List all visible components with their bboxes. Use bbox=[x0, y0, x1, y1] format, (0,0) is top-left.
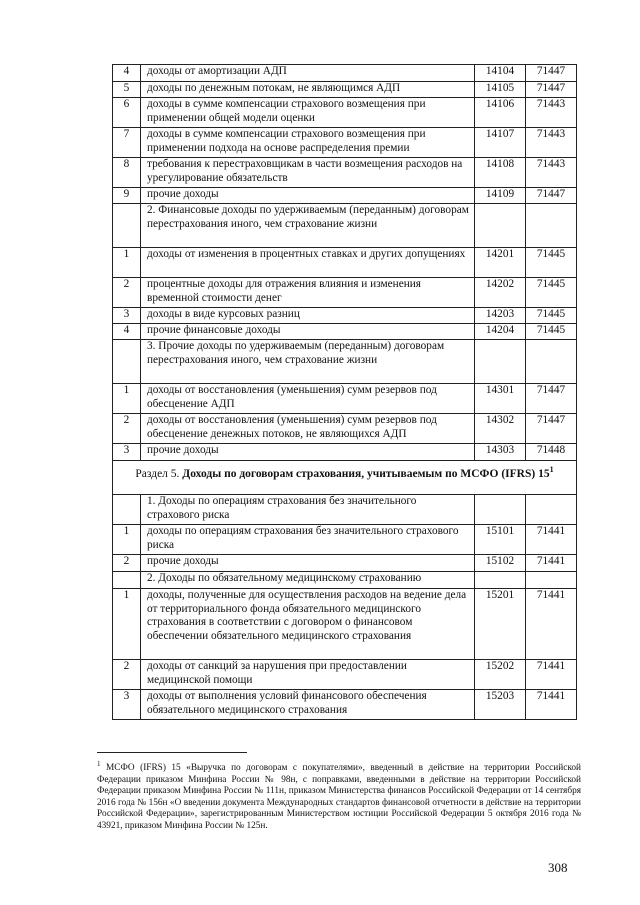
table-row bbox=[113, 98, 577, 128]
footnote-text: МСФО (IFRS) 15 «Выручка по договорам с покупателями», введенный в действие на территории Российской Федерации приказом Минфина России № 98н, с поправками, введенными в действие на территории Российской Федерации приказом Минфина России № 111н, приказом Министерства финансов Российской Федерации от 14 сентября 2016 года № 156н «О введении документа Международных стандартов финансовой отчетности в действие на территории Российской Федерации», зарегистрированным Министерством юстиции Российской Федерации 5 октября 2016 года № 43921, приказом Минфина России № 125н. bbox=[97, 763, 582, 832]
row-account-cell: 71441 bbox=[526, 525, 577, 555]
row-account-cell: 71448 bbox=[526, 444, 577, 461]
row-description-cell: 2. Финансовые доходы по удерживаемым (переданным) договорам перестрахования иного, чем страхование жизни bbox=[141, 204, 475, 248]
row-number-cell: 3 bbox=[113, 444, 141, 461]
row-code-cell: 15102 bbox=[475, 555, 526, 572]
row-account-cell bbox=[526, 340, 577, 384]
table-row bbox=[113, 188, 577, 204]
row-account-cell: 71441 bbox=[526, 555, 577, 572]
row-account-cell: 71443 bbox=[526, 98, 577, 128]
row-description-cell: требования к перестраховщикам в части возмещения расходов на урегулирование обязательств bbox=[141, 158, 475, 188]
row-account-cell: 71445 bbox=[526, 248, 577, 278]
row-account-cell: 71447 bbox=[526, 65, 577, 82]
row-number-cell: 3 bbox=[113, 308, 141, 324]
row-account-cell bbox=[526, 204, 577, 248]
table-row bbox=[113, 660, 577, 690]
row-code-cell: 14104 bbox=[475, 65, 526, 82]
subsection-row bbox=[113, 495, 577, 525]
table-row bbox=[113, 324, 577, 340]
row-account-cell: 71445 bbox=[526, 278, 577, 308]
row-description-cell: доходы от восстановления (уменьшения) сумм резервов под обесценение АДП bbox=[141, 384, 475, 414]
table-row bbox=[113, 384, 577, 414]
row-description-cell: доходы по денежным потокам, не являющимся АДП bbox=[141, 82, 475, 98]
row-number-cell: 9 bbox=[113, 188, 141, 204]
row-number-cell: 1 bbox=[113, 589, 141, 660]
row-number-cell: 5 bbox=[113, 82, 141, 98]
row-code-cell: 14302 bbox=[475, 414, 526, 444]
row-description-cell: 3. Прочие доходы по удерживаемым (переданным) договорам перестрахования иного, чем страхование жизни bbox=[141, 340, 475, 384]
row-code-cell bbox=[475, 495, 526, 525]
row-account-cell: 71445 bbox=[526, 324, 577, 340]
table-row bbox=[113, 690, 577, 720]
row-description-cell: прочие доходы bbox=[141, 188, 475, 204]
row-description-cell: доходы по операциям страхования без значительного страхового риска bbox=[141, 525, 475, 555]
row-description-cell: доходы в сумме компенсации страхового возмещения при применении подхода на основе распределения премии bbox=[141, 128, 475, 158]
row-account-cell: 71447 bbox=[526, 82, 577, 98]
table-row bbox=[113, 525, 577, 555]
row-description-cell: прочие финансовые доходы bbox=[141, 324, 475, 340]
row-code-cell bbox=[475, 340, 526, 384]
row-account-cell: 71445 bbox=[526, 308, 577, 324]
row-description-cell: 2. Доходы по обязательному медицинскому страхованию bbox=[141, 572, 475, 589]
footnote-mark: 1 bbox=[97, 760, 101, 768]
row-number-cell: 1 bbox=[113, 248, 141, 278]
row-number-cell: 2 bbox=[113, 555, 141, 572]
row-description-cell: процентные доходы для отражения влияния и изменения временной стоимости денег bbox=[141, 278, 475, 308]
row-code-cell: 14105 bbox=[475, 82, 526, 98]
row-account-cell: 71443 bbox=[526, 128, 577, 158]
accounts-table bbox=[112, 64, 577, 720]
row-number-cell: 2 bbox=[113, 278, 141, 308]
row-code-cell: 14201 bbox=[475, 248, 526, 278]
row-number-cell: 2 bbox=[113, 414, 141, 444]
row-description-cell: 1. Доходы по операциям страхования без значительного страхового риска bbox=[141, 495, 475, 525]
row-description-cell: доходы в виде курсовых разниц bbox=[141, 308, 475, 324]
row-code-cell: 14203 bbox=[475, 308, 526, 324]
row-code-cell: 14106 bbox=[475, 98, 526, 128]
row-code-cell: 14107 bbox=[475, 128, 526, 158]
table-row bbox=[113, 414, 577, 444]
row-code-cell: 15203 bbox=[475, 690, 526, 720]
row-account-cell: 71447 bbox=[526, 188, 577, 204]
row-number-cell: 4 bbox=[113, 65, 141, 82]
table-row bbox=[113, 589, 577, 660]
footnote bbox=[97, 759, 581, 833]
row-code-cell: 14108 bbox=[475, 158, 526, 188]
row-account-cell: 71441 bbox=[526, 589, 577, 660]
row-account-cell: 71447 bbox=[526, 384, 577, 414]
row-description-cell: доходы от восстановления (уменьшения) сумм резервов под обесценение денежных потоков, не являющихся АДП bbox=[141, 414, 475, 444]
row-code-cell: 15201 bbox=[475, 589, 526, 660]
row-code-cell: 15202 bbox=[475, 660, 526, 690]
row-code-cell: 14204 bbox=[475, 324, 526, 340]
row-description-cell: доходы от амортизации АДП bbox=[141, 65, 475, 82]
row-code-cell bbox=[475, 204, 526, 248]
subsection-row bbox=[113, 340, 577, 384]
row-number-cell: 1 bbox=[113, 384, 141, 414]
section-title-cell bbox=[113, 461, 577, 495]
row-description-cell: доходы, полученные для осуществления расходов на ведение дела от территориального фонда обязательного медицинского страхования в соответствии с договором о финансовом обеспечении обязательного медицинского страхования bbox=[141, 589, 475, 660]
page-number: 308 bbox=[548, 860, 568, 875]
row-account-cell bbox=[526, 495, 577, 525]
table-row bbox=[113, 278, 577, 308]
section-title: Доходы по договорам страхования, учитываемым по МСФО (IFRS) 15 bbox=[182, 467, 550, 480]
table-row bbox=[113, 555, 577, 572]
section-header-row bbox=[113, 461, 577, 495]
row-code-cell: 14109 bbox=[475, 188, 526, 204]
row-description-cell: доходы от санкций за нарушения при предоставлении медицинской помощи bbox=[141, 660, 475, 690]
row-number-cell: 2 bbox=[113, 660, 141, 690]
row-code-cell bbox=[475, 572, 526, 589]
row-account-cell: 71443 bbox=[526, 158, 577, 188]
row-account-cell: 71441 bbox=[526, 660, 577, 690]
row-number-cell: 3 bbox=[113, 690, 141, 720]
row-code-cell: 14301 bbox=[475, 384, 526, 414]
row-code-cell: 14202 bbox=[475, 278, 526, 308]
row-account-cell: 71447 bbox=[526, 414, 577, 444]
table-row bbox=[113, 308, 577, 324]
row-description-cell: доходы от изменения в процентных ставках и других допущениях bbox=[141, 248, 475, 278]
table-row bbox=[113, 158, 577, 188]
row-account-cell: 71441 bbox=[526, 690, 577, 720]
footnote-ref: 1 bbox=[549, 465, 554, 474]
row-description-cell: прочие доходы bbox=[141, 444, 475, 461]
table-row bbox=[113, 82, 577, 98]
row-description-cell: доходы от выполнения условий финансового обеспечения обязательного медицинского страхования bbox=[141, 690, 475, 720]
row-code-cell: 14303 bbox=[475, 444, 526, 461]
table-row bbox=[113, 65, 577, 82]
row-code-cell: 15101 bbox=[475, 525, 526, 555]
section-prefix: Раздел 5. bbox=[135, 467, 183, 480]
row-number-cell: 4 bbox=[113, 324, 141, 340]
row-number-cell: 8 bbox=[113, 158, 141, 188]
row-number-cell: 6 bbox=[113, 98, 141, 128]
row-number-cell: 1 bbox=[113, 525, 141, 555]
subsection-row bbox=[113, 572, 577, 589]
subsection-row bbox=[113, 204, 577, 248]
row-number-cell bbox=[113, 340, 141, 384]
row-account-cell bbox=[526, 572, 577, 589]
table-row bbox=[113, 444, 577, 461]
footnote-divider bbox=[97, 752, 247, 753]
table-row bbox=[113, 128, 577, 158]
row-number-cell bbox=[113, 572, 141, 589]
table-row bbox=[113, 248, 577, 278]
row-number-cell: 7 bbox=[113, 128, 141, 158]
row-number-cell bbox=[113, 204, 141, 248]
row-number-cell bbox=[113, 495, 141, 525]
row-description-cell: доходы в сумме компенсации страхового возмещения при применении общей модели оценки bbox=[141, 98, 475, 128]
row-description-cell: прочие доходы bbox=[141, 555, 475, 572]
